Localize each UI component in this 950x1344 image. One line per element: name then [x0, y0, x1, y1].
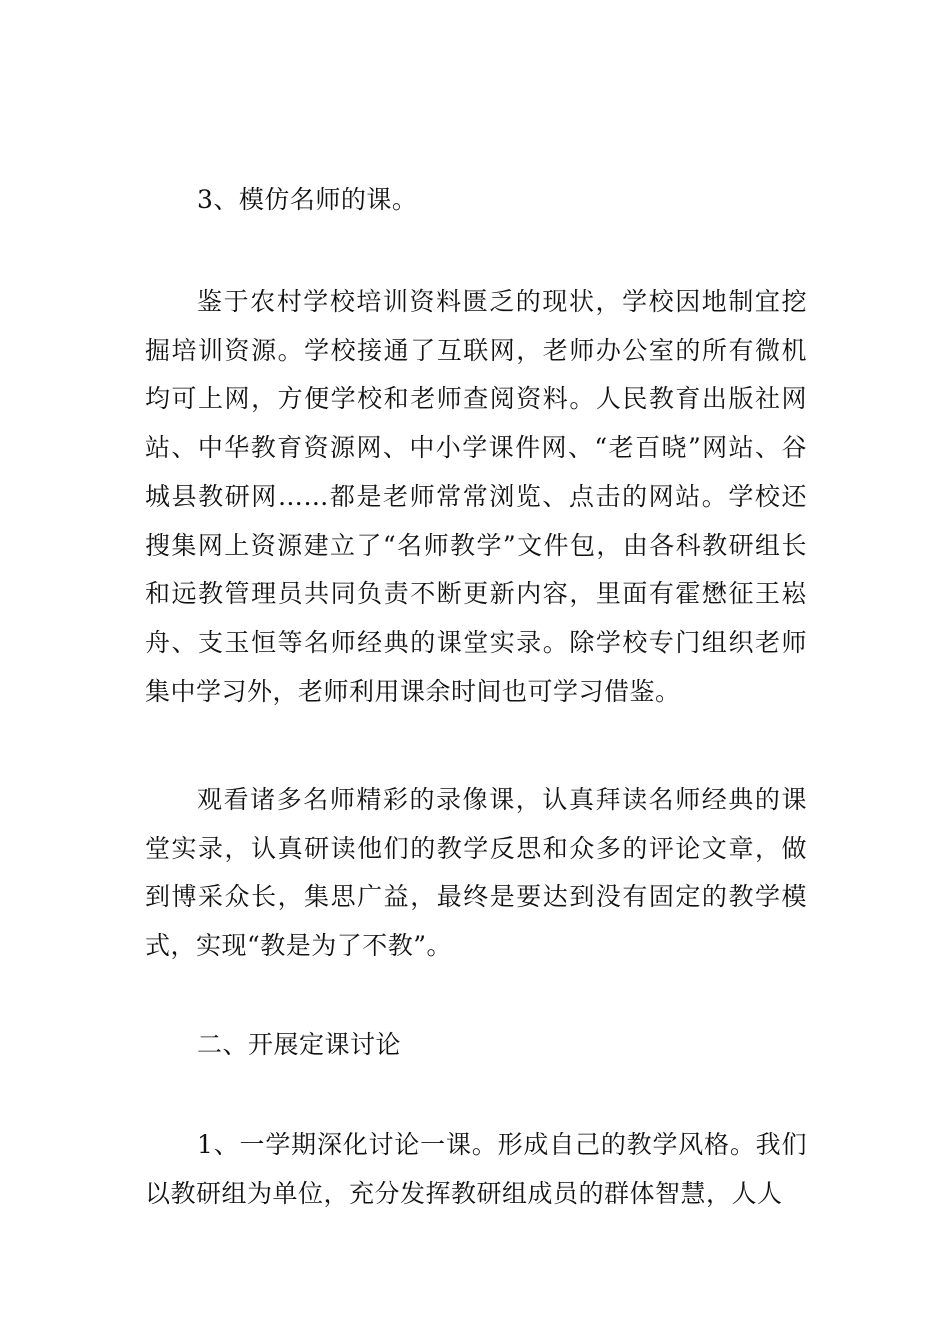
- paragraph-deepen-discussion: 1、一学期深化讨论一课。形成自己的教学风格。我们以教研组为单位，充分发挥教研组成员的群体智慧，人人: [145, 1130, 807, 1208]
- paragraph-heading-imitate-famous-teachers: 3、模仿名师的课。: [197, 185, 418, 214]
- paragraph-training-resources: 鉴于农村学校培训资料匮乏的现状，学校因地制宜挖掘培训资源。学校接通了互联网，老师办公室的所有微机均可上网，方便学校和老师查阅资料。人民教育出版社网站、中华教育资源网、中小学课件网、“老百晓”网站、谷城县教研网……都是老师常常浏览、点击的网站。学校还搜集网上资源建立了“名师教学”文件包，由各科教研组长和远教管理员共同负责不断更新内容，里面有霍懋征王崧舟、支玉恒等名师经典的课堂实录。除学校专门组织老师集中学习外，老师利用课余时间也可学习借鉴。: [145, 287, 807, 706]
- paragraph-watch-recorded-lessons: 观看诸多名师精彩的录像课，认真拜读名师经典的课堂实录，认真研读他们的教学反思和众多的评论文章，做到博采众长，集思广益，最终是要达到没有固定的教学模式，实现“教是为了不教”。: [145, 785, 807, 961]
- section-heading-lesson-discussion: 二、开展定课讨论: [197, 1030, 402, 1059]
